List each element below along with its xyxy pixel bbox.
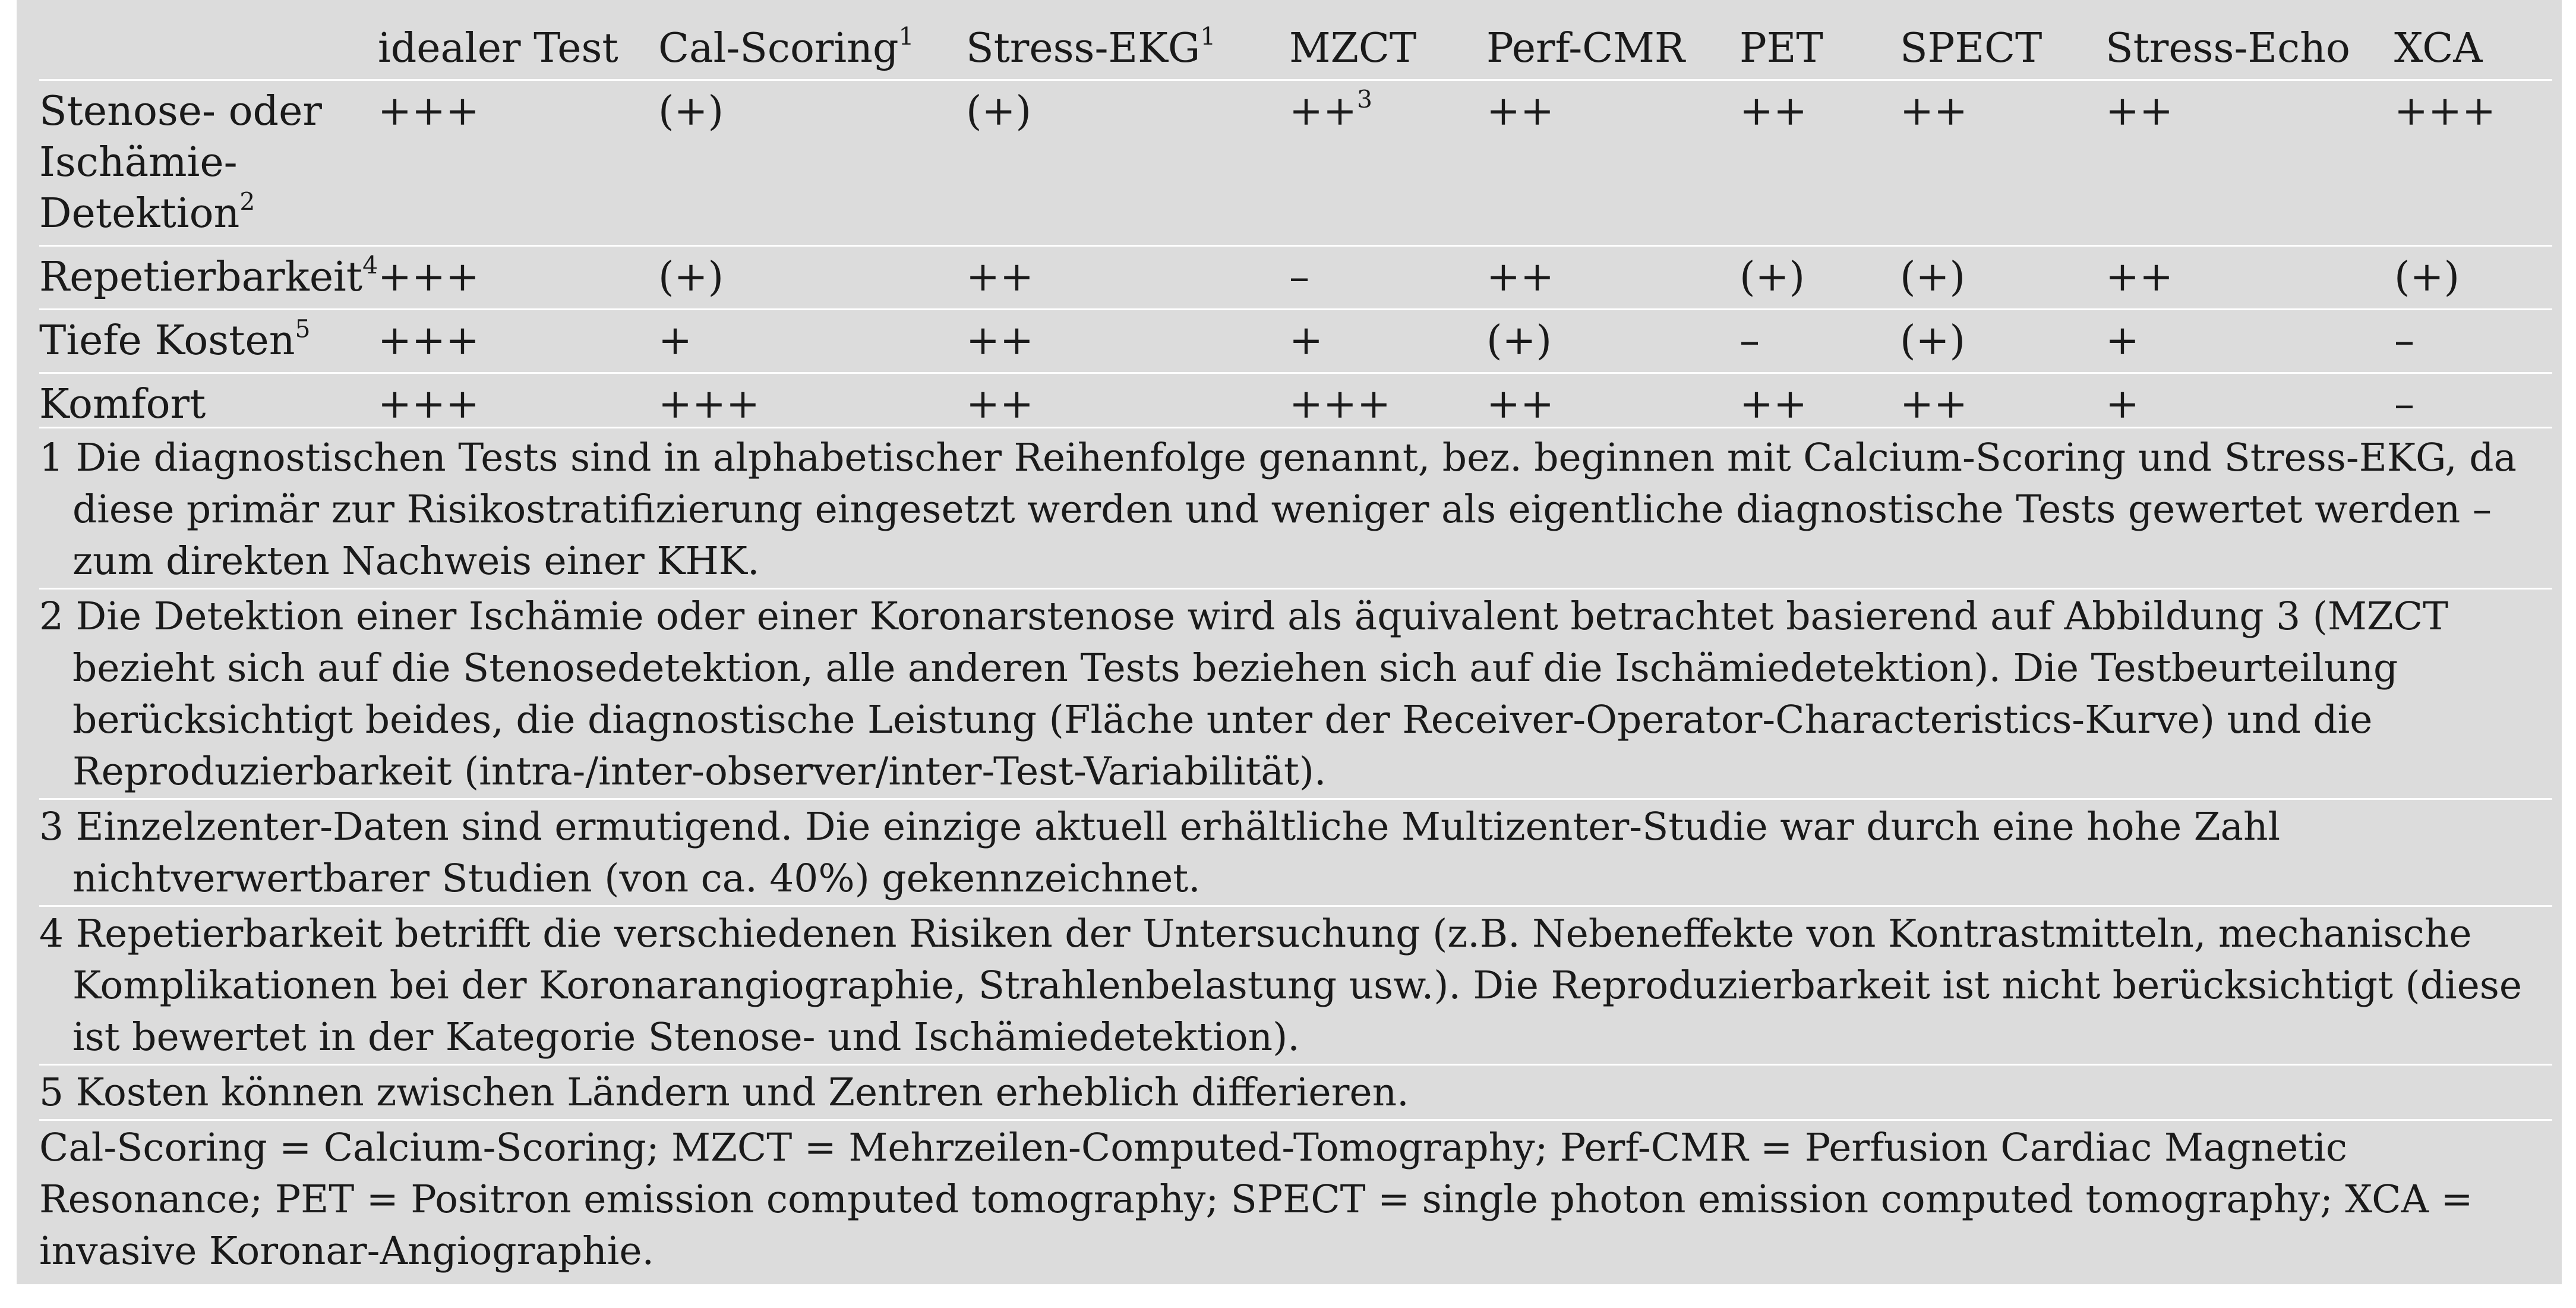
footnote-5: 5 Kosten können zwischen Ländern und Zentren erheblich differieren. (39, 1070, 1409, 1115)
table-cell: ++ (1486, 88, 1554, 135)
table-cell: +++ (378, 254, 479, 301)
footnote-4: 4 Repetierbarkeit betrifft die verschiedenen Risiken der Untersuchung (z.B. Nebeneffekte von Kontrastmitteln, mechanische Komplikationen bei der Koronarangiographie, Strahlenbelastung usw.). Die Reproduzierbarkeit ist nicht berücksichtigt (diese ist bewertet in der Kategorie Stenose- und Ischämiedetektion). (39, 912, 2523, 1060)
column-header: Stress-EKG$^1$ (966, 22, 1216, 72)
footnote-3: 3 Einzelzenter-Daten sind ermutigend. Die einzige aktuell erhältliche Multizenter-Studie war durch eine hohe Zahl nichtverwertbarer Studien (von ca. 40%) gekennzeichnet. (39, 805, 2281, 901)
table-row (39, 246, 2552, 310)
table-cell: (+) (1900, 254, 1966, 301)
row-label: Tiefe Kosten$^5$ (39, 314, 311, 364)
column-header: XCA (2394, 25, 2483, 72)
table-cell: ++ (966, 381, 1034, 428)
footnote-2: 2 Die Detektion einer Ischämie oder einer Koronarstenose wird als äquivalent betrachtet basierend auf Abbildung 3 (MZCT bezieht sich auf die Stenosedetektion, alle anderen Tests beziehen sich auf die Ischämiedetektion). Die Testbeurteilung berücksichtigt beides, die diagnostische Leistung (Fläche unter der Receiver-Operator-Characteristics-Kurve) und die Reproduzierbarkeit (intra-/inter-observer/inter-Test-Variabilität). (39, 594, 2449, 794)
column-header: MZCT (1289, 25, 1417, 72)
table-cell: ++ (2105, 88, 2173, 135)
table-cell: ++ (966, 317, 1034, 364)
table-cell: +++ (658, 381, 760, 428)
table-cell: ++ (2105, 254, 2173, 301)
row-label: Komfort (39, 381, 206, 428)
footnote-divider (39, 1064, 2552, 1066)
table-cell: (+) (658, 254, 724, 301)
column-header: Cal-Scoring$^1$ (658, 22, 914, 72)
footnote-divider (39, 798, 2552, 800)
table-cell: ++ (1900, 381, 1968, 428)
table-cell: (+) (2394, 254, 2460, 301)
table-cell: ++ (1486, 381, 1554, 428)
column-header: Stress-Echo (2105, 25, 2350, 72)
table-cell: (+) (1740, 254, 1805, 301)
footnote-1: 1 Die diagnostischen Tests sind in alphabetischer Reihenfolge genannt, bez. beginnen mit Calcium-Scoring und Stress-EKG, da diese primär zur Risikostratifizierung eingesetzt werden und weniger als eigentliche diagnostische Tests gewertet werden – zum direkten Nachweis einer KHK. (39, 436, 2517, 584)
table-row (39, 310, 2552, 373)
table-cell: – (1289, 254, 1309, 301)
table-cell: + (658, 317, 692, 364)
footnote-divider (39, 905, 2552, 907)
table-cell: ++ (1900, 88, 1968, 135)
table-cell: – (2394, 317, 2414, 364)
abbreviations-note: Cal-Scoring = Calcium-Scoring; MZCT = Mehrzeilen-Computed-Tomography; Perf-CMR = Perfusion Cardiac Magnetic Resonance; PET = Positron emission computed tomography; SPECT = single photon emission computed tomography; XCA = invasive Koronar-Angiographie. (39, 1126, 2473, 1274)
header-row (39, 18, 2552, 80)
footnote-divider (39, 1119, 2552, 1121)
table-cell: (+) (658, 88, 724, 135)
table-cell: + (2105, 317, 2139, 364)
footnotes (39, 427, 2552, 1277)
column-header: PET (1740, 25, 1823, 72)
table-cell: (+) (966, 88, 1032, 135)
table-cell: +++ (1289, 381, 1391, 428)
table-cell: +++ (378, 88, 479, 135)
table-cell: +++ (2394, 88, 2496, 135)
header-corner (39, 18, 378, 80)
table-cell: (+) (1900, 317, 1966, 364)
row-label: Stenose- oder Ischämie- Detektion$^2$ (39, 88, 322, 237)
table-cell: (+) (1486, 317, 1552, 364)
table-cell: ++$^3$ (1289, 85, 1372, 135)
table-cell: – (2394, 381, 2414, 428)
footnote-divider (39, 588, 2552, 590)
row-label: Repetierbarkeit$^4$ (39, 251, 378, 301)
table-cell: ++ (1740, 88, 1807, 135)
column-header: idealer Test (378, 25, 618, 72)
table-cell: ++ (1486, 254, 1554, 301)
comparison-table (39, 18, 2552, 436)
table-cell: ++ (966, 254, 1034, 301)
table-row (39, 80, 2552, 246)
table-cell: +++ (378, 381, 479, 428)
table-cell: +++ (378, 317, 479, 364)
table-cell: + (2105, 381, 2139, 428)
column-header: Perf-CMR (1486, 25, 1685, 72)
column-header: SPECT (1900, 25, 2043, 72)
table-panel (17, 0, 2562, 1284)
table-cell: ++ (1740, 381, 1807, 428)
table-cell: + (1289, 317, 1323, 364)
table-cell: – (1740, 317, 1760, 364)
